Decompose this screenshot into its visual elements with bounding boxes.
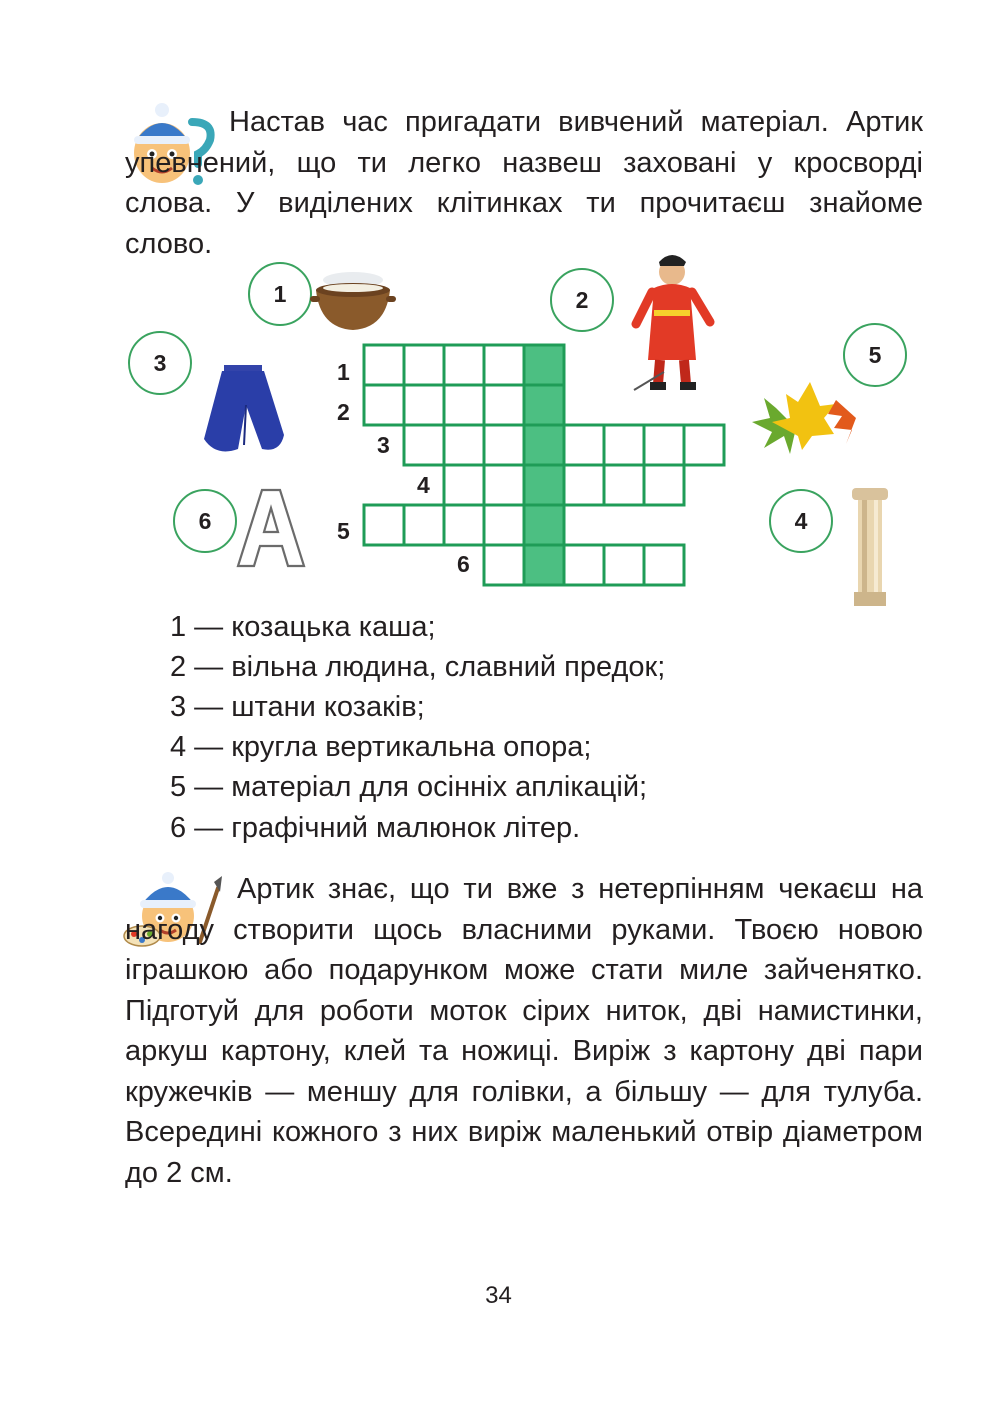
crossword-cell[interactable] <box>604 425 644 465</box>
crossword-cell-highlighted[interactable] <box>524 425 564 465</box>
row-number-6: 6 <box>457 551 470 577</box>
crossword-grid <box>0 0 997 600</box>
intro-paragraph: Настав час пригадати вивчений матеріал. Артик упевнений, що ти легко назвеш заховані у кросворді слова. У виділених клітинках ти прочитаєш знайоме слово. <box>125 106 923 260</box>
crossword-cell[interactable] <box>604 545 644 585</box>
crossword-cell[interactable] <box>444 385 484 425</box>
crossword-cell[interactable] <box>364 385 404 425</box>
row-number-3: 3 <box>377 432 390 458</box>
crossword-cell[interactable] <box>484 465 524 505</box>
row-number-2: 2 <box>337 399 350 425</box>
clue-2: 2 — вільна людина, славний предок; <box>170 651 666 683</box>
crossword-cell[interactable] <box>444 425 484 465</box>
crossword-cell[interactable] <box>444 345 484 385</box>
page-number: 34 <box>485 1282 512 1309</box>
row-number-1: 1 <box>337 359 350 385</box>
clue-circle-5: 5 <box>843 323 907 387</box>
crossword-cell[interactable] <box>404 505 444 545</box>
crossword-cell-highlighted[interactable] <box>524 505 564 545</box>
crossword-cell[interactable] <box>644 425 684 465</box>
clue-circle-1: 1 <box>248 262 312 326</box>
crossword-cell[interactable] <box>484 345 524 385</box>
crossword-cell[interactable] <box>364 505 404 545</box>
clue-circle-2: 2 <box>550 268 614 332</box>
crossword-cell[interactable] <box>644 465 684 505</box>
crossword-cell[interactable] <box>564 545 604 585</box>
crossword-cell[interactable] <box>684 425 724 465</box>
crossword-cell[interactable] <box>404 425 444 465</box>
clue-6: 6 — графічний малюнок літер. <box>170 812 581 844</box>
clue-circle-6: 6 <box>173 489 237 553</box>
crossword-cell-highlighted[interactable] <box>524 465 564 505</box>
crossword-cell[interactable] <box>404 345 444 385</box>
crossword-cell[interactable] <box>564 465 604 505</box>
row-number-4: 4 <box>417 472 430 498</box>
crossword-cell[interactable] <box>564 425 604 465</box>
crossword-cell-highlighted[interactable] <box>524 385 564 425</box>
clue-1: 1 — козацька каша; <box>170 611 436 643</box>
row-number-5: 5 <box>337 518 350 544</box>
clue-4: 4 — кругла вертикальна опора; <box>170 731 592 763</box>
crossword-cell[interactable] <box>604 465 644 505</box>
clue-circle-4: 4 <box>769 489 833 553</box>
crossword-cell[interactable] <box>364 345 404 385</box>
crossword-cell[interactable] <box>444 465 484 505</box>
crossword-cell[interactable] <box>644 545 684 585</box>
clue-5: 5 — матеріал для осінніх аплікацій; <box>170 771 648 803</box>
crossword-cell-highlighted[interactable] <box>524 545 564 585</box>
clue-3: 3 — штани козаків; <box>170 691 425 723</box>
crossword-cell[interactable] <box>444 505 484 545</box>
crossword-cell[interactable] <box>404 385 444 425</box>
crossword-cell[interactable] <box>484 385 524 425</box>
crossword-cell[interactable] <box>484 505 524 545</box>
crossword-cell-highlighted[interactable] <box>524 345 564 385</box>
crossword-cell[interactable] <box>484 425 524 465</box>
crossword-cell[interactable] <box>484 545 524 585</box>
clue-circle-3: 3 <box>128 331 192 395</box>
craft-paragraph: Артик знає, що ти вже з нетерпінням чекаєш на нагоду створити щось власними руками. Твоєю новою іграшкою або подарунком може стати миле зайченятко. Підготуй для роботи моток сірих ниток, дві намистинки, аркуш картону, клей та ножиці. Виріж з картону дві пари кружечків — меншу для голівки, а більшу — для тулуба. Всередині кожного з них виріж маленький отвір діаметром до 2 см. <box>125 873 923 1189</box>
